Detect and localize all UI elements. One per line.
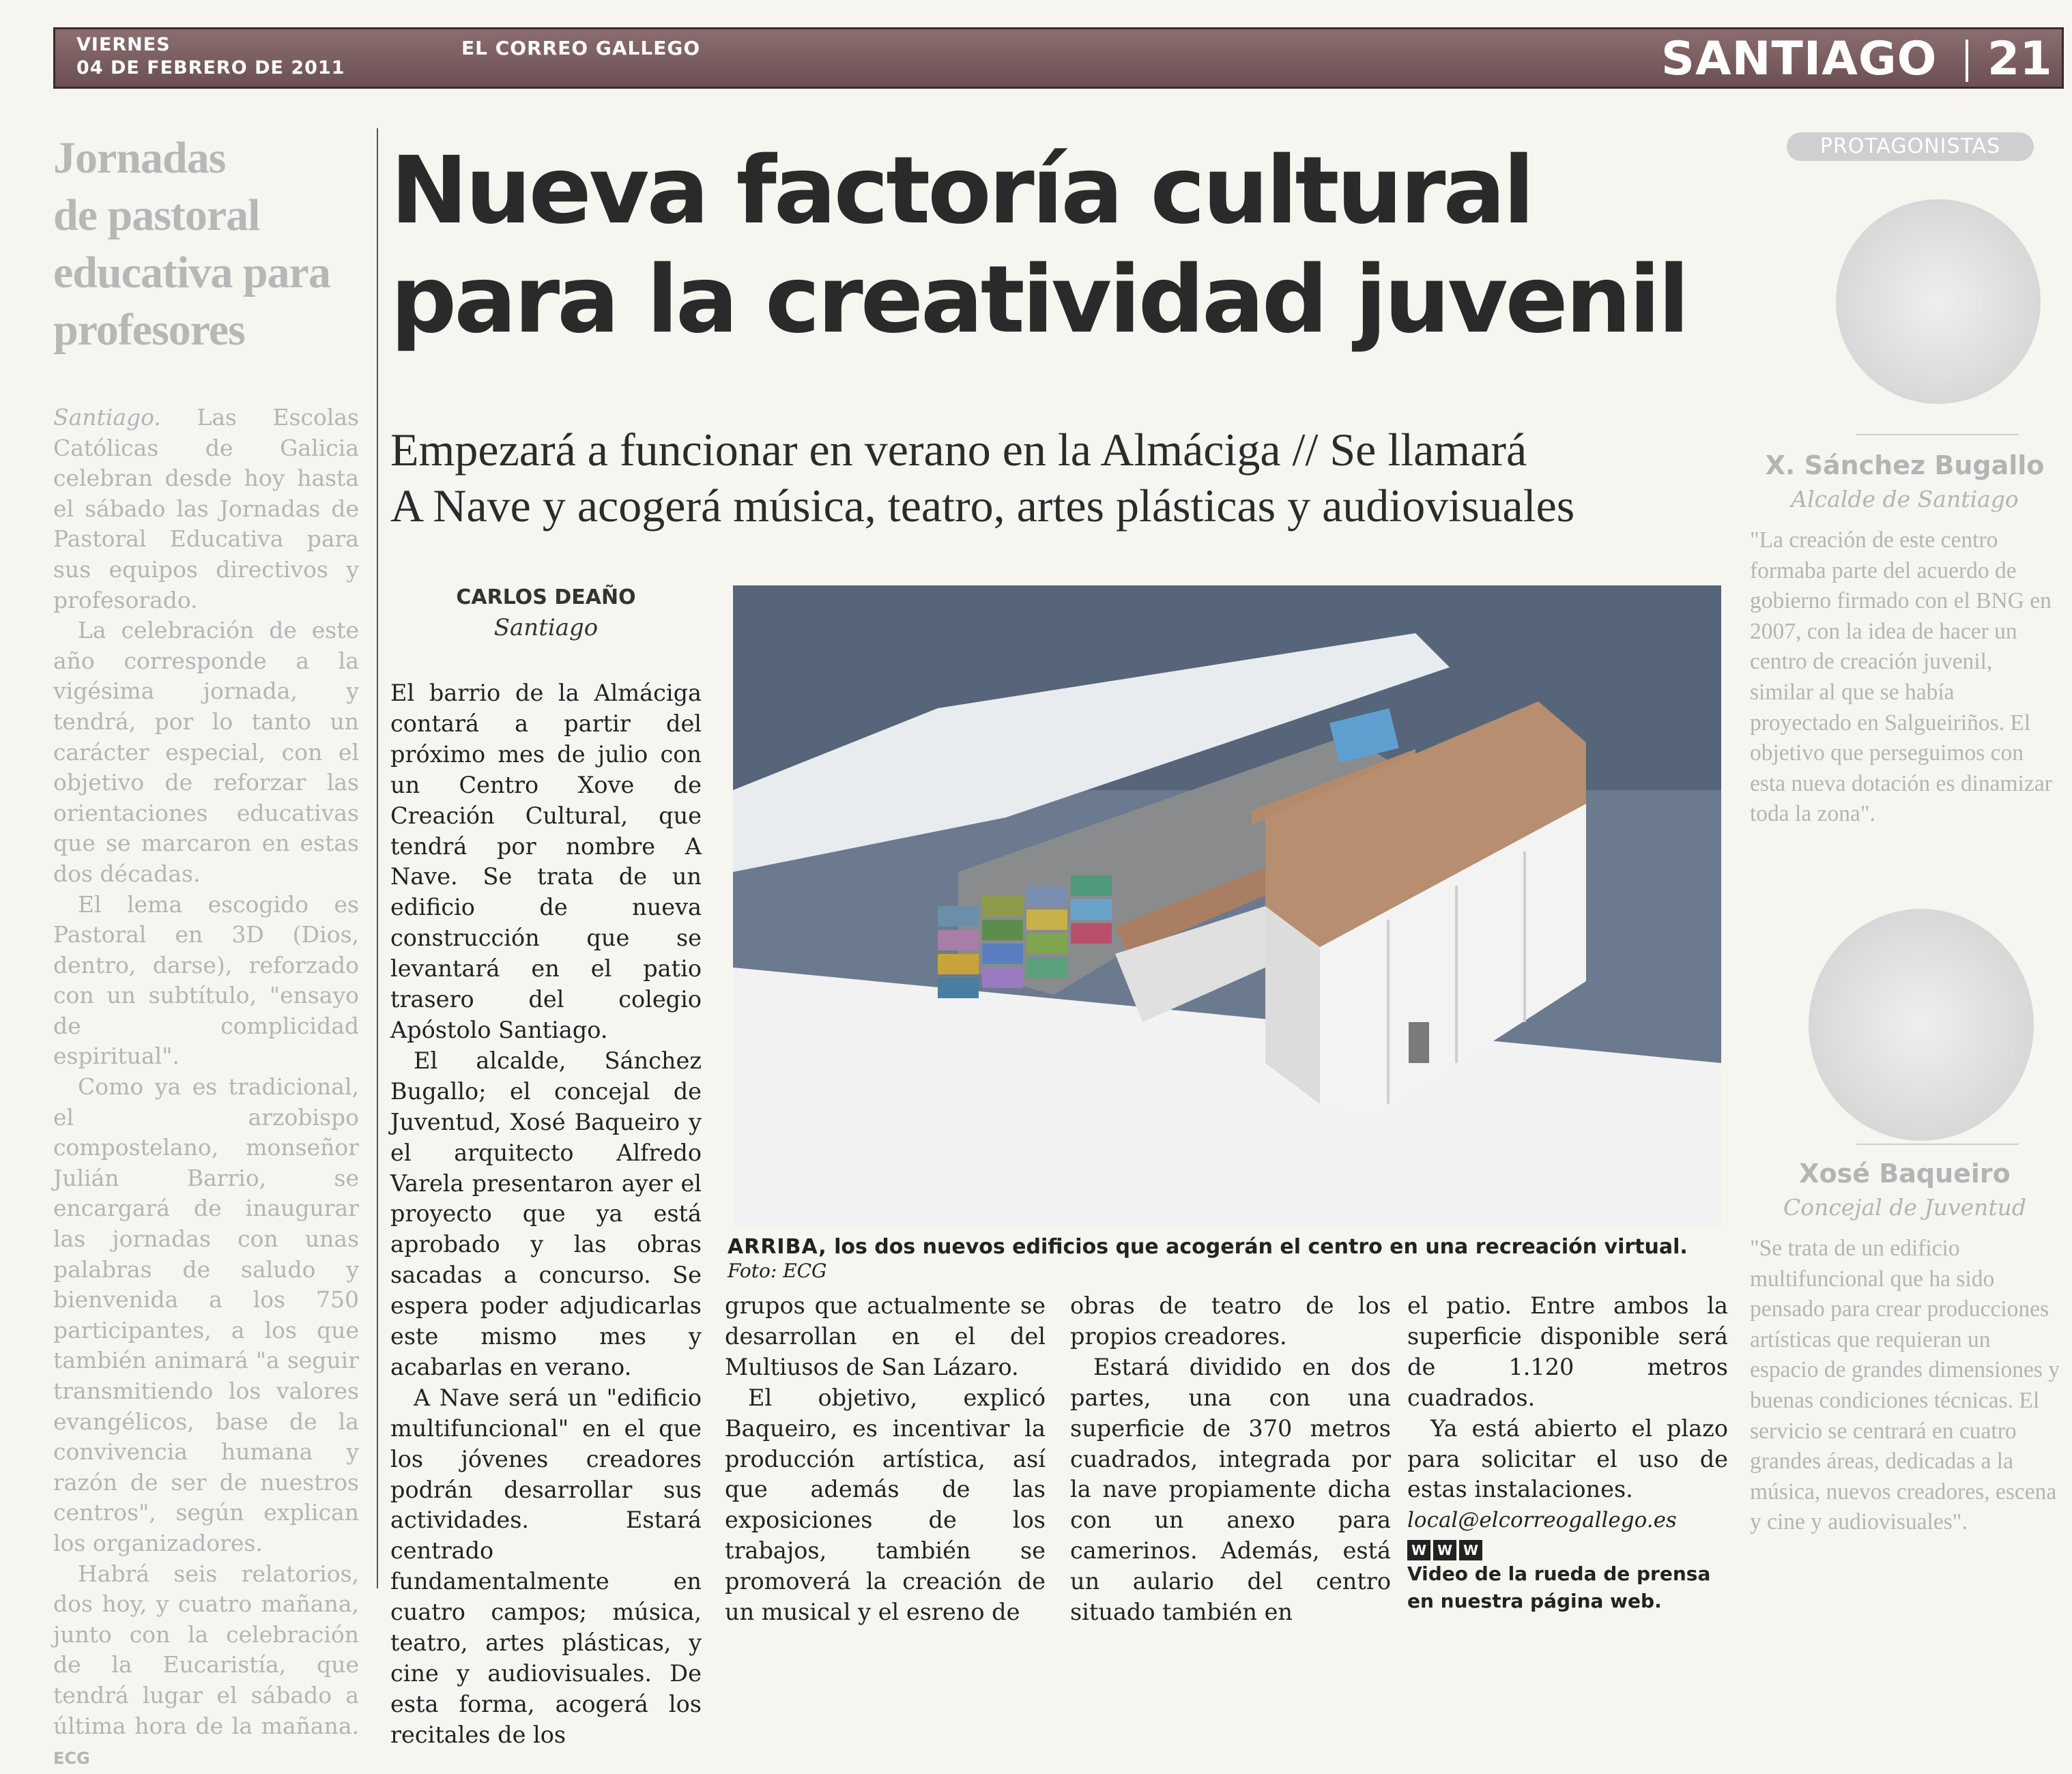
person-quote: "La creación de este centro formaba parte del acuerdo de gobierno firmado con el BNG en 2007, con la idea de hacer un centro de creación juvenil, similar al que se había proyectado en Salgueiriños. El objetivo que perseguimos con esta nueva dotación es dinamizar toda la zona". [1750,527,2052,827]
left-paragraph: Como ya es tradicional, el arzobispo compostelano, monseñor Julián Barrio, se encargará de inaugurar las jornadas con unas palabras de saludo y bienvenida a los 750 participantes, a los que también animará "a seguir transmitiendo los valores evangélicos, base de la convivencia humana y razón de ser de nuestros centros", según explican los organizadores. [53,1073,359,1556]
web-badge-letter: W [1407,1540,1430,1560]
left-paragraph [53,1559,359,1774]
article-paragraph: Ya está abierto el plazo para solicitar el uso de estas instalaciones. [1407,1414,1728,1503]
caption-lead: ARRIBA, [728,1235,827,1259]
web-icon [1407,1540,1728,1560]
byline-author: CARLOS DEAÑO [456,585,636,609]
portrait-xose-baqueiro [1809,909,2034,1141]
header-page-number: 21 [1987,32,2052,86]
contact-email[interactable]: local@elcorreogallego.es [1407,1508,1677,1533]
article-column-3 [1070,1291,1391,1628]
protagonists-tag: PROTAGONISTAS [1787,132,2034,161]
article-column-4 [1407,1291,1728,1615]
main-headline-line: para la creatividad juvenil [390,246,1687,354]
byline-place: Santiago [493,614,599,641]
portrait-sanchez-bugallo [1836,199,2041,404]
person-role: Concejal de Juventud [1783,1194,2027,1221]
article-paragraph: El alcalde, Sánchez Bugallo; el concejal de Juventud, Xosé Baqueiro y el arquitecto Alfredo Varela presentaron ayer el proyecto que ya está aprobado y las obras sacadas a concurso. Se espera poder adjudicarlas este mismo mes y acabarlas en verano. [390,1047,702,1380]
header-section: SANTIAGO [1661,32,1938,86]
subhead-line: Empezará a funcionar en verano en la Almáciga // Se llamará [390,424,1527,476]
building-rendering-photo [733,585,1721,1227]
article-paragraph: El objetivo, explicó Baqueiro, es incentivar la producción artística, así que además de las exposiciones de los trabajos, también se promoverá la creación de un musical y el esreno de [725,1384,1046,1626]
header-date: 04 DE FEBRERO DE 2011 [76,57,345,78]
article-subheadline [390,422,1755,534]
article-column-1 [390,678,702,1751]
person-name: X. Sánchez Bugallo [1765,450,2045,480]
portrait-divider [1856,1144,2019,1145]
article-paragraph: grupos que actualmente se desarrollan en el del Multiusos de San Lázaro. [725,1292,1046,1380]
left-paragraph: El lema escogido es Pastoral en 3D (Dios, dentro, darse), reforzado con un subtítulo, "ensayo de complicidad espiritual". [53,890,359,1070]
article-paragraph: obras de teatro de los propios creadores. [1070,1292,1391,1350]
main-headline-line: Nueva factoría cultural [390,137,1532,245]
left-paragraph-text: Las Escolas Católicas de Galicia celebran desde hoy hasta el sábado las Jornadas de Pastoral Educativa para sus equipos directivos y profesorado. [53,404,359,613]
person-role: Alcalde de Santiago [1791,486,2019,512]
header-newspaper-name: EL CORREO GALLEGO [461,37,701,59]
article-paragraph: el patio. Entre ambos la superficie disponible será de 1.120 metros cuadrados. [1407,1292,1728,1411]
caption-text: los dos nuevos edificios que acogerán el centro en una recreación virtual. [834,1235,1688,1259]
left-brief-body [53,403,359,1774]
web-badge-letter: W [1459,1540,1482,1560]
left-headline-line: profesores [53,305,245,355]
left-headline-line: educativa para [53,248,330,297]
header-day: VIERNES [76,34,171,55]
header-separator [1966,40,1968,82]
photo-credit: Foto: ECG [728,1260,827,1282]
person-name: Xosé Baqueiro [1799,1159,2011,1189]
left-headline-line: Jornadas [53,133,226,183]
subhead-line: A Nave y acogerá música, teatro, artes plásticas y audiovisuales [390,480,1575,532]
left-paragraph: La celebración de este año corresponde a la vigésima jornada, y tendrá, por lo tanto un carácter especial, con el objetivo de reforzar las orientaciones educativas que se marcaron en estas dos décadas. [53,617,359,887]
left-paragraph [53,403,359,615]
left-brief-column [53,130,359,1774]
left-signature: ECG [53,1749,90,1769]
photo-caption [728,1235,1724,1283]
left-headline-line: de pastoral [53,190,260,240]
portrait-divider [1856,434,2019,435]
column-divider [377,128,378,1588]
article-paragraph: El barrio de la Almáciga contará a partir del próximo mes de julio con un Centro Xove de Creación Cultural, que tendrá por nombre A Nave. Se trata de un edificio de nueva construcción que se levantará en el patio trasero del colegio Apóstolo Santiago. [390,680,702,1043]
building-rendering-illustration [733,585,1721,1227]
left-paragraph-text: Habrá seis relatorios, dos hoy, y cuatro mañana, junto con la celebración de la Eucaristía, que tendrá lugar el sábado a última hora de la mañana. [53,1560,359,1739]
article-column-2 [725,1291,1046,1628]
web-video-note: Video de la rueda de prensa en nuestra página web. [1407,1562,1711,1613]
left-dateline: Santiago. [53,404,161,431]
main-headline [390,136,1755,355]
left-brief-headline [53,130,359,359]
article-paragraph: A Nave será un "edificio multifuncional" en el que los jóvenes creadores podrán desarrollar sus actividades. Estará centrado fundamentalmente en cuatro campos; música, teatro, artes plásticas, y cine y audiovisuales. De esta forma, acogerá los recitales de los [390,1384,702,1748]
article-paragraph: Estará dividido en dos partes, una con una superficie de 370 metros cuadrados, integrada por la nave propiamente dicha con un anexo para camerinos. Además, está un aulario del centro situado también en [1070,1353,1391,1626]
web-badge-letter: W [1433,1540,1456,1560]
person-quote: "Se trata de un edificio multifuncional que ha sido pensado para crear producciones artísticas que requieran un espacio de grandes dimensiones y buenas condiciones técnicas. El servicio se centrará en cuatro grandes áreas, dedicadas a la música, nuevos creadores, escena y cine y audiovisuales". [1750,1236,2060,1535]
